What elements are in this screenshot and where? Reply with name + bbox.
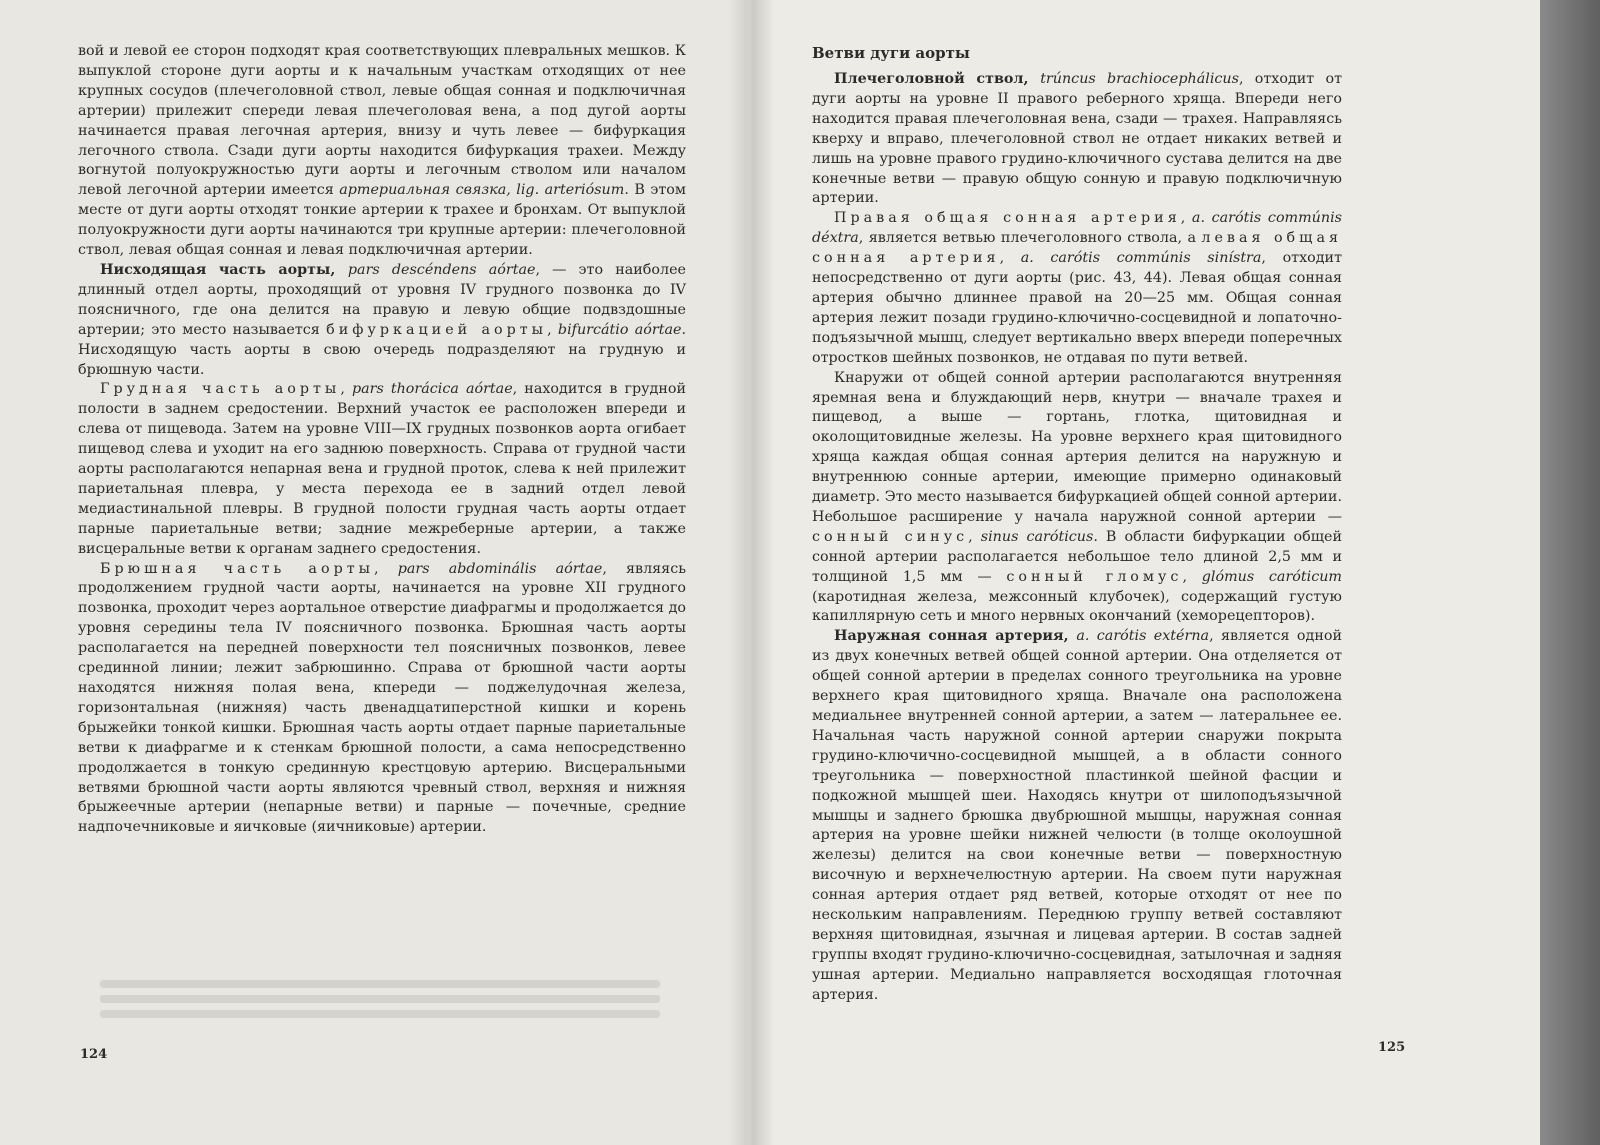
text-run: , является ветвью плечеголовного ствола, а	[858, 230, 1202, 247]
book-gutter	[728, 0, 774, 1145]
text-run: pars abdominális aórtae	[397, 560, 603, 577]
text-run: bifurcátio aórtae	[557, 321, 682, 338]
paragraph	[78, 42, 686, 261]
text-run: ,	[999, 250, 1021, 267]
paragraph	[812, 209, 1342, 368]
text-run: артериальная связка, lig. arteriósum	[339, 182, 625, 199]
text-run: вой и левой ее сторон подходят края соответствующих плевральных мешков. К выпуклой стороне дуги аорты и к начальным участкам отходящих от нее крупных сосудов (плечеголовной ствол, левые общая сонная и подключичная артерии) прилежит спереди левая плечеголовая вена, а под дугой аорты начинается правая легочная артерия, внизу и чуть левее — бифуркация легочного ствола. Сзади дуги аорты находится бифуркация трахеи. Между вогнутой полуокружностью дуги аорты и легочным стволом или началом левой легочной артерии имеется	[78, 43, 686, 199]
text-run: (каротидная железа, межсонный клубочек), содержащий густую капиллярную сеть и много нервных окончаний (хеморецепторов).	[812, 588, 1342, 625]
text-run: glómus caróticum	[1201, 568, 1342, 585]
text-run: ,	[1180, 210, 1192, 227]
paragraph	[812, 627, 1342, 1005]
text-run: . Нисходящую часть аорты в свою очередь подразделяют на грудную и брюшную части.	[78, 321, 686, 378]
text-run: , отходит непосредственно от дуги аорты (рис. 43, 44). Левая общая сонная артерия обычно длиннее правой на 20—25 мм. Общая сонная артерия лежит позади грудино-ключично-сосцевидной и лопаточно-подъязычной мышц, следует вертикально вверх впереди поперечных отростков шейных позвонков, не отдавая по пути ветвей.	[812, 250, 1342, 366]
text-run: sinus caróticus	[980, 528, 1094, 545]
paragraph	[812, 70, 1342, 209]
paragraph	[78, 560, 686, 839]
text-run: , является одной из двух конечных ветвей общей сонной артерии. Она отделяется от общей сонной артерии в пределах сонного треугольника на уровне верхнего края щитовидного хряща. Вначале она расположена медиальнее внутренней сонной артерии, а затем — латеральнее ее. Начальная часть наружной сонной артерии снаружи покрыта грудино-ключично-сосцевидной мышцей, а в области сонного треугольника — поверхностной пластинкой шейной фасции и подкожной мышцей шеи. Находясь кнутри от шилоподъязычной мышцы и заднего брюшка двубрюшной мышцы, наружная сонная артерия на уровне шейки нижней челюсти (в толще околоушной железы) делится на свои конечные ветви — поверхностную височную и верхнечелюстную артерии. На своем пути наружная сонная артерия отдает ряд ветвей, которые отходят от нее по нескольким направлениям. Переднюю группу ветвей составляют верхняя щитовидная, язычная и лицевая артерии. В состав задней группы входят грудино-ключично-сосцевидная, затылочная и задняя ушная артерии. Медиально направляется восходящая глоточная артерия.	[812, 628, 1342, 1003]
text-run: Нисходящая часть аорты,	[100, 261, 348, 278]
text-run: . В этом месте от дуги аорты отходят тонкие артерии к трахее и бронхам. От выпуклой полуокружности дуги аорты начинаются три крупные артерии: плечеголовной ствол, левая общая сонная и левая подключичная артерии.	[78, 182, 686, 259]
text-run: , отходит от дуги аорты на уровне II правого реберного хряща. Впереди него находится правая плечеголовная вена, сзади — трахея. Направляясь кверху и вправо, плечеголовной ствол не отдает никаких ветвей и лишь на уровне правого грудино-ключичного сустава делится на две конечные ветви — правую общую сонную и правую подключичную артерии.	[812, 71, 1342, 207]
text-run: левая общая сонная артерия	[812, 230, 1342, 267]
text-run: Брюшная часть аорты	[100, 560, 375, 577]
text-run: Правая общая сонная артерия	[834, 210, 1181, 227]
text-run: ,	[374, 560, 398, 577]
text-run: сонный синус	[812, 528, 969, 545]
text-run: бифуркацией аорты	[326, 321, 548, 338]
left-page	[0, 0, 748, 1145]
page-number-right: 125	[1378, 1040, 1406, 1055]
text-run: a. carótis commúnis sinístra	[1020, 250, 1262, 267]
right-page-text	[812, 70, 1342, 1006]
text-run: pars descéndens aórtae	[347, 261, 536, 278]
text-run: ,	[968, 528, 981, 545]
text-run: pars thorácica aórtae	[351, 381, 513, 398]
text-run: ,	[547, 321, 558, 338]
section-heading: Ветви дуги аорты	[812, 44, 970, 62]
right-page	[748, 0, 1558, 1145]
text-run: сонный гломус	[1006, 568, 1183, 585]
text-run: Плечеголовной ствол,	[834, 71, 1041, 87]
paragraph	[812, 369, 1342, 628]
text-run: , — это наиболее длинный отдел аорты, проходящий от уровня IV грудного позвонка до IV поясничного, где она делится на правую и левую общие подвздошные артерии; это место называется	[78, 261, 686, 338]
left-page-text	[78, 42, 686, 838]
text-run: trúncus brachiocephálicus	[1040, 71, 1239, 87]
text-run: Наружная сонная артерия,	[834, 628, 1077, 645]
text-run: , находится в грудной полости в заднем средостении. Верхний участок ее расположен впереди и слева от пищевода. Затем на уровне VIII—IX грудных позвонков аорта огибает пищевод слева и уходит на его заднюю поверхность. Справа от грудной части аорты располагаются непарная вена и грудной проток, слева к ней прилежит париетальная плевра, у места перехода ее в задний отдел левой медиастинальной плевры. В грудной полости грудная часть аорты отдает парные париетальные ветви; задние межреберные артерии, а также висцеральные ветви к органам заднего средостения.	[78, 381, 687, 557]
text-run: a. carótis extérna	[1076, 628, 1210, 645]
text-run: Грудная часть аорты	[100, 381, 341, 398]
scan-edge	[1540, 0, 1600, 1145]
page-number-left: 124	[80, 1047, 108, 1062]
text-run: ,	[1182, 568, 1202, 585]
paragraph	[78, 261, 686, 380]
bleed-through-text	[100, 980, 660, 1026]
text-run: . В области бифуркации общей сонной артерии располагается небольшое тело длиной 2,5 мм и толщиной 1,5 мм —	[812, 528, 1343, 585]
text-run: ,	[340, 381, 352, 398]
text-run: Кнаружи от общей сонной артерии располагаются внутренняя яремная вена и блуждающий нерв, кнутри — вначале трахея и пищевод, а выше — гортань, глотка, щитовидная и околощитовидные железы. На уровне верхнего края щитовидного хряща каждая общая сонная артерия делится на наружную и внутреннюю сонные артерии, имеющие примерно одинаковый диаметр. Это место называется бифуркацией общей сонной артерии. Небольшое расширение у начала наружной сонной артерии —	[812, 369, 1342, 525]
text-run: a. carótis commúnis déxtra	[812, 210, 1342, 247]
text-run: , являясь продолжением грудной части аорты, начинается на уровне XII грудного позвонка, проходит через аортальное отверстие диафрагмы и продолжается до уровня середины тела IV поясничного позвонка. Брюшная часть аорты располагается на передней поверхности тел поясничных позвонков, левее срединной линии; лежит забрюшинно. Справа от брюшной части аорты находятся нижняя полая вена, кпереди — поджелудочная железа, горизонтальная (нижняя) часть двенадцатиперстной кишки и корень брыжейки тонкой кишки. Брюшная часть аорты отдает парные париетальные ветви к диафрагме и к стенкам брюшной полости, а сама непосредственно продолжается в тонкую срединную крестцовую артерию. Висцеральными ветвями брюшной части аорты являются чревный ствол, верхняя и нижняя брыжеечные артерии (непарные ветви) и парные — почечные, средние надпочечниковые и яичковые (яичниковые) артерии.	[78, 560, 686, 836]
paragraph	[78, 380, 686, 559]
